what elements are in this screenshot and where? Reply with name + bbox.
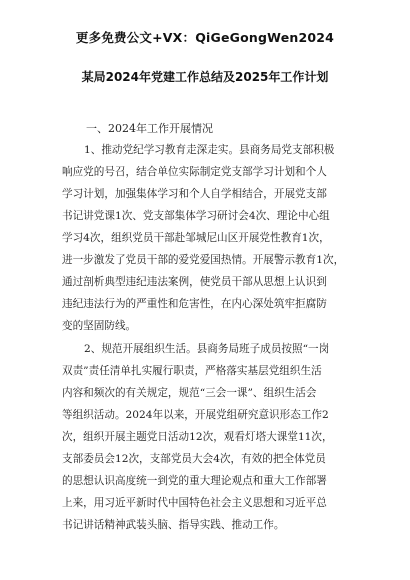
paragraph-1-line-8: 违纪违法行为的严重性和危害性，在内心深处筑牢拒腐防 [62,298,327,310]
document-title: 某局2024年党建工作总结及2025年工作计划 [81,70,329,84]
paragraph-1-line-1: 1、推动党纪学习教育走深走实。县商务局党支部积极 [84,144,335,156]
paragraph-1-line-6: 进一步激发了党员干部的爱党爱国热情。开展警示教育1次， [62,254,345,266]
paragraph-1-line-7: 通过剖析典型违纪违法案例，使党员干部从思想上认识到 [62,276,327,288]
paragraph-2-line-4: 等组织活动。2024年以来，开展党组研究意识形态工作2 [62,409,329,421]
paragraph-2-line-8: 上来，用习近平新时代中国特色社会主义思想和习近平总 [62,497,327,509]
paragraph-2-line-2: 双责”责任清单扎实履行职责，严格落实基层党组织生活 [62,365,322,377]
paragraph-1-line-4: 书记讲党课1次、党支部集体学习研讨会4次、理论中心组 [62,210,330,222]
paragraph-1-line-9: 变的坚固防线。 [62,320,137,332]
paragraph-1-line-5: 学习4次，组织党员干部赴邹城尼山区开展党性教育1次， [62,232,330,244]
section-heading: 一、2024年工作开展情况 [86,122,213,135]
paragraph-1-line-2: 响应党的号召，结合单位实际制定党支部学习计划和个人 [62,166,327,178]
paragraph-2-line-3: 内容和频次的有关规定，规范“三会一课”、组织生活会 [62,387,317,399]
paragraph-2-line-5: 次，组织开展主题党日活动12次，观看灯塔大课堂11次， [62,431,333,443]
paragraph-1-line-3: 学习计划，加强集体学习和个人自学相结合，开展党支部 [62,188,327,200]
paragraph-2-line-7: 的思想认识高度统一到党的重大理论观点和重大工作部署 [62,475,327,487]
paragraph-2-line-9: 书记讲话精神武装头脑、指导实践、推动工作。 [62,519,285,531]
paragraph-2-line-1: 2、规范开展组织生活。县商务局班子成员按照“一岗 [84,343,330,355]
paragraph-2-line-6: 支部委员会12次，支部党员大会4次，有效的把全体党员 [62,453,326,465]
watermark-header: 更多免费公文+VX：QiGeGongWen2024 [75,30,335,45]
